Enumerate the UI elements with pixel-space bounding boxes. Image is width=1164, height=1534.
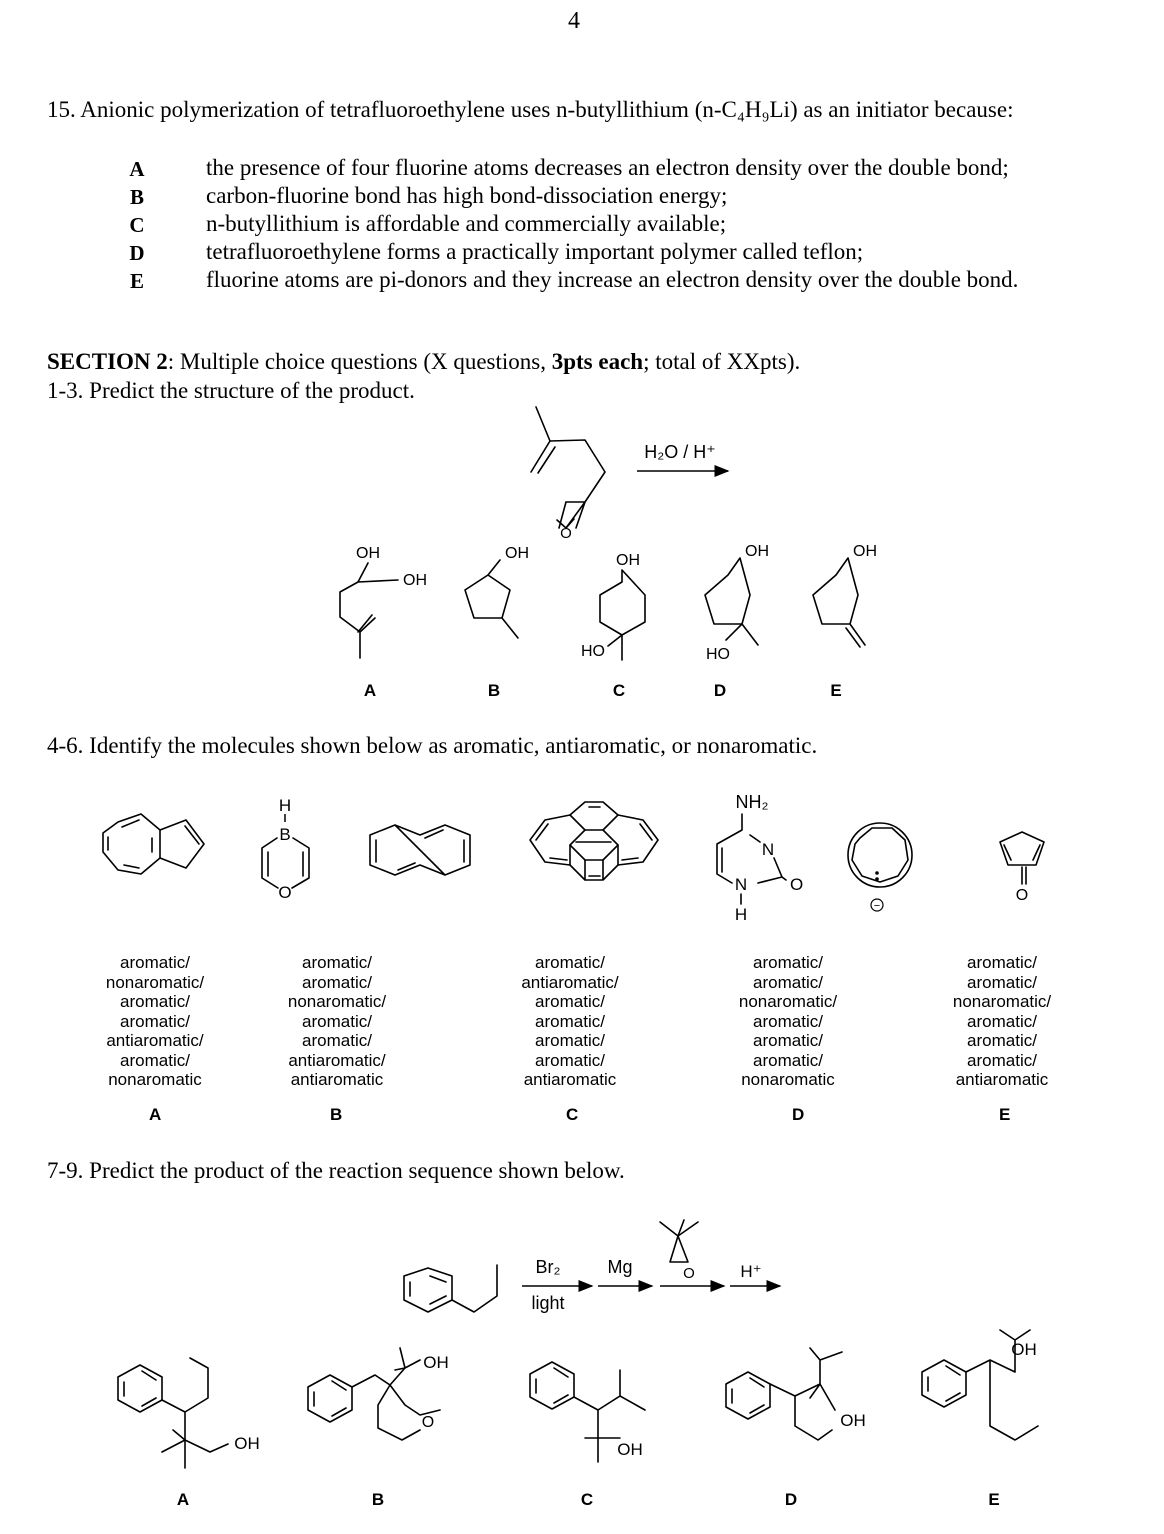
section-2-total: ; total of XXpts). — [643, 349, 801, 374]
q7-9-scheme — [0, 1200, 1164, 1534]
choice-line: aromatic/ — [967, 1050, 1037, 1070]
option-text: n-butyllithium is affordable and commercially available; — [206, 211, 727, 236]
choice-line: aromatic/ — [753, 972, 823, 992]
cyclopentadienone-structure — [1000, 832, 1044, 904]
answer-letter: B — [487, 681, 501, 700]
choice-line: aromatic/ — [535, 992, 605, 1011]
o-label: O — [421, 1414, 435, 1431]
reagent-h2o-h: H₂O / H⁺ — [644, 442, 716, 462]
option-text: the presence of four fluorine atoms decreases an electron density over the double bond; — [206, 155, 1009, 180]
choice-line: nonaromatic/ — [105, 972, 205, 992]
h-label: H — [278, 796, 292, 815]
question-15-stem: 15. Anionic polymerization of tetrafluoroethylene uses n-butyllithium (n-C₄H₉Li) as an initiator because: — [47, 97, 1014, 122]
page-number: 4 — [568, 8, 580, 34]
section-2-label: SECTION 2 — [47, 349, 168, 374]
choice-line: aromatic/ — [535, 1011, 605, 1031]
oh-label: OH — [853, 543, 877, 560]
oh-label: OH — [403, 572, 427, 589]
n-label: N — [761, 840, 775, 859]
choice-line: aromatic/ — [967, 1011, 1037, 1031]
oxaborine-structure — [262, 796, 309, 902]
answer-letter: A — [149, 1105, 162, 1124]
o-label: O — [790, 875, 804, 894]
mg-label: Mg — [607, 1257, 633, 1277]
question-1-3-stem: 1-3. Predict the structure of the product. — [47, 378, 415, 403]
option-text: fluorine atoms are pi-donors and they increase an electron density over the double bond. — [206, 267, 1019, 292]
option-text: carbon-fluorine bond has high bond-dissociation energy; — [206, 183, 728, 208]
oh-label: OH — [840, 1411, 866, 1430]
answer-column-a — [95, 953, 215, 1090]
choice-line: aromatic/ — [967, 1031, 1037, 1050]
choice-line: antiaromatic — [290, 1070, 384, 1089]
starting-material — [531, 407, 605, 542]
bridged-annulene-structure — [370, 825, 470, 875]
oh-label: OH — [505, 545, 529, 562]
choice-line: nonaromatic/ — [287, 992, 387, 1011]
answer-e-structure — [922, 1330, 1038, 1440]
section-2-points: 3pts each — [551, 349, 644, 374]
answer-letter: B — [330, 1105, 343, 1124]
epoxide-reagent — [660, 1220, 698, 1282]
option-text: tetrafluoroethylene forms a practically important polymer called teflon; — [206, 239, 864, 264]
choice-line: aromatic/ — [753, 1031, 823, 1050]
section-2-text: : Multiple choice questions (X questions, — [167, 349, 552, 374]
epoxide-o-label: O — [560, 525, 572, 542]
br2-label: Br₂ — [535, 1257, 561, 1277]
option-letter: A — [129, 157, 145, 181]
answer-letter: D — [792, 1105, 805, 1124]
q1-3-scheme — [0, 400, 1164, 710]
oh-label: OH — [356, 545, 380, 562]
oh-label: OH — [617, 1440, 643, 1459]
answer-letter: E — [988, 1490, 1000, 1509]
choice-line: antiaromatic/ — [288, 1050, 386, 1070]
cytosine-structure — [717, 792, 803, 924]
q4-6-molecules — [0, 780, 1164, 930]
choice-line: aromatic/ — [302, 1011, 372, 1031]
epoxide-o-label: O — [683, 1265, 695, 1282]
choice-line: aromatic/ — [302, 972, 372, 992]
choice-line: antiaromatic — [523, 1070, 617, 1089]
ho-label: HO — [581, 643, 605, 660]
option-letter: E — [129, 269, 144, 293]
choice-line: aromatic/ — [120, 1050, 190, 1070]
choice-line: antiaromatic/ — [521, 972, 619, 992]
answer-letter: D — [784, 1490, 798, 1509]
question-7-9-stem: 7-9. Predict the product of the reaction sequence shown below. — [47, 1158, 625, 1183]
question-4-6-stem: 4-6. Identify the molecules shown below as aromatic, antiaromatic, or nonaromatic. — [47, 733, 818, 758]
answer-column-c — [510, 953, 630, 1090]
choice-line: nonaromatic/ — [738, 992, 838, 1011]
choice-line: aromatic/ — [753, 1050, 823, 1070]
b-label: B — [279, 825, 291, 844]
answer-letter: C — [580, 1490, 594, 1509]
answer-letter: E — [999, 1105, 1011, 1124]
answer-e-structure — [813, 543, 877, 647]
choice-line: aromatic/ — [535, 1031, 605, 1050]
answer-c-structure — [581, 552, 645, 660]
nh2-label: NH₂ — [735, 792, 769, 812]
pyrene-structure — [530, 802, 658, 880]
option-letter: C — [129, 213, 145, 237]
azulene-structure — [103, 814, 204, 874]
answer-b-structure — [308, 1348, 449, 1440]
acid-label: H⁺ — [740, 1262, 762, 1281]
choice-line: nonaromatic — [108, 1070, 202, 1089]
answer-letter: A — [363, 681, 377, 700]
choice-line: nonaromatic — [741, 1070, 835, 1089]
oh-label: OH — [234, 1434, 260, 1453]
oh-label: OH — [745, 543, 769, 560]
light-label: light — [531, 1293, 565, 1313]
oh-label: OH — [1011, 1340, 1037, 1359]
answer-letter: B — [371, 1490, 385, 1509]
choice-line: antiaromatic/ — [106, 1031, 204, 1050]
answer-letter: A — [176, 1490, 190, 1509]
option-letter: D — [129, 241, 145, 265]
oh-label: OH — [616, 552, 640, 569]
choice-line: aromatic/ — [535, 953, 605, 972]
answer-a-structure — [340, 545, 427, 658]
n-label: N — [734, 875, 748, 894]
answer-d-structure — [726, 1348, 866, 1440]
choice-line: aromatic/ — [753, 1011, 823, 1031]
answer-a-structure — [118, 1358, 260, 1468]
choice-line: aromatic/ — [753, 953, 823, 972]
choice-line: aromatic/ — [302, 1031, 372, 1050]
minus-charge: − — [873, 900, 881, 912]
answer-column-d — [728, 953, 848, 1090]
o-label: O — [278, 883, 292, 902]
choice-line: aromatic/ — [302, 953, 372, 972]
answer-column-b — [277, 953, 397, 1090]
choice-line: aromatic/ — [120, 1011, 190, 1031]
choice-line: aromatic/ — [120, 992, 190, 1011]
answer-column-e — [942, 953, 1062, 1090]
choice-line: antiaromatic — [955, 1070, 1049, 1089]
oh-label: OH — [423, 1353, 449, 1372]
answer-letter: C — [566, 1105, 579, 1124]
answer-b-structure — [465, 545, 529, 638]
ho-label: HO — [706, 646, 730, 663]
answer-letter: D — [713, 681, 727, 700]
choice-line: nonaromatic/ — [952, 992, 1052, 1011]
choice-line: aromatic/ — [967, 972, 1037, 992]
section-2-heading — [47, 349, 800, 375]
choice-line: aromatic/ — [967, 953, 1037, 972]
h-label: H — [734, 905, 748, 924]
answer-letter: E — [830, 681, 842, 700]
answer-d-structure — [705, 543, 769, 663]
answer-c-structure — [530, 1362, 645, 1462]
option-letter: B — [129, 185, 144, 209]
choice-line: aromatic/ — [535, 1050, 605, 1070]
o-label: O — [1015, 887, 1029, 904]
cycloheptatrienyl-anion-structure — [848, 823, 912, 912]
choice-line: aromatic/ — [120, 953, 190, 972]
propylbenzene-structure — [404, 1265, 497, 1312]
answer-letter: C — [612, 681, 626, 700]
